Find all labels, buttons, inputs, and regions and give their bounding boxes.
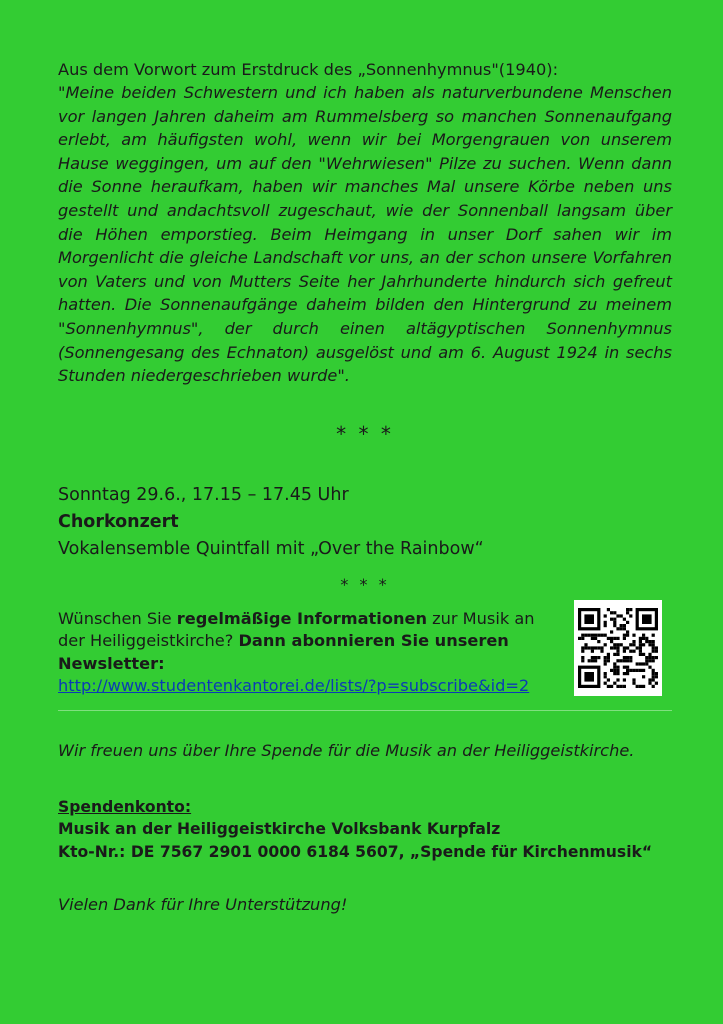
- newsletter-bold-info: regelmäßige Informationen: [176, 608, 427, 628]
- newsletter-bold-subscribe: Dann abonnieren Sie unseren Newsletter:: [58, 631, 509, 673]
- event-date: Sonntag 29.6., 17.15 – 17.45 Uhr: [58, 484, 349, 505]
- intro-line: Aus dem Vorwort zum Erstdruck des „Sonnenhymnus"(1940):: [58, 60, 559, 79]
- event-block: [58, 482, 672, 563]
- donation-recipient: Musik an der Heiliggeistkirche Volksbank Kurpfalz: [58, 820, 501, 839]
- newsletter-section: [58, 608, 672, 704]
- donation-thanks: Wir freuen uns über Ihre Spende für die Musik an der Heiliggeistkirche.: [58, 740, 635, 760]
- closing-thanks: Vielen Dank für Ihre Unterstützung!: [58, 895, 348, 915]
- donation-account: [58, 796, 672, 864]
- separator-stars-small: * * *: [340, 574, 390, 594]
- page-content: [58, 58, 672, 914]
- event-description: Vokalensemble Quintfall mit „Over the Rainbow“: [58, 538, 484, 559]
- newsletter-text-part: zur Musik an der Heiliggeistkirche?: [58, 608, 535, 651]
- event-title: Chorkonzert: [58, 511, 179, 532]
- newsletter-text-part: Wünschen Sie: [58, 608, 177, 628]
- qr-code-icon[interactable]: [574, 600, 662, 696]
- donation-account-number: Kto-Nr.: DE 7567 2901 0000 6184 5607, „Spende für Kirchenmusik“: [58, 842, 653, 861]
- newsletter-link[interactable]: http://www.studentenkantorei.de/lists/?p=subscribe&id=2: [58, 676, 530, 696]
- donation-label: Spendenkonto:: [58, 797, 192, 816]
- separator-stars: * * *: [336, 421, 394, 446]
- newsletter-text: [58, 608, 558, 698]
- divider: [58, 710, 672, 711]
- sonnenhymnus-quote: "Meine beiden Schwestern und ich haben als naturverbundene Menschen vor langen Jahren daheim am Rummelsberg so manchen Sonnenaufgang erlebt, am häufigsten wohl, wenn wir bei Morgengrauen von unserem Hause weggingen, um auf den "Wehrwiesen" Pilze zu suchen. Wenn dann die Sonne heraufkam, haben wir manches Mal unsere Körbe neben uns gestellt und andachtsvoll zugeschaut, wie der Sonnenball langsam über die Höhen emporstieg. Beim Heimgang in unser Dorf sahen wir im Morgenlicht die gleiche Landschaft vor uns, an der schon unsere Vorfahren von Vaters und von Mutters Seite her Jahrhunderte hindurch sich gefreut hatten. Die Sonnenaufgänge daheim bilden den Hintergrund zu meinem "Sonnenhymnus", der durch einen altägyptischen Sonnenhymnus (Sonnengesang des Echnaton) ausgelöst und am 6. August 1924 in sechs Stunden niedergeschrieben wurde".: [58, 83, 672, 386]
